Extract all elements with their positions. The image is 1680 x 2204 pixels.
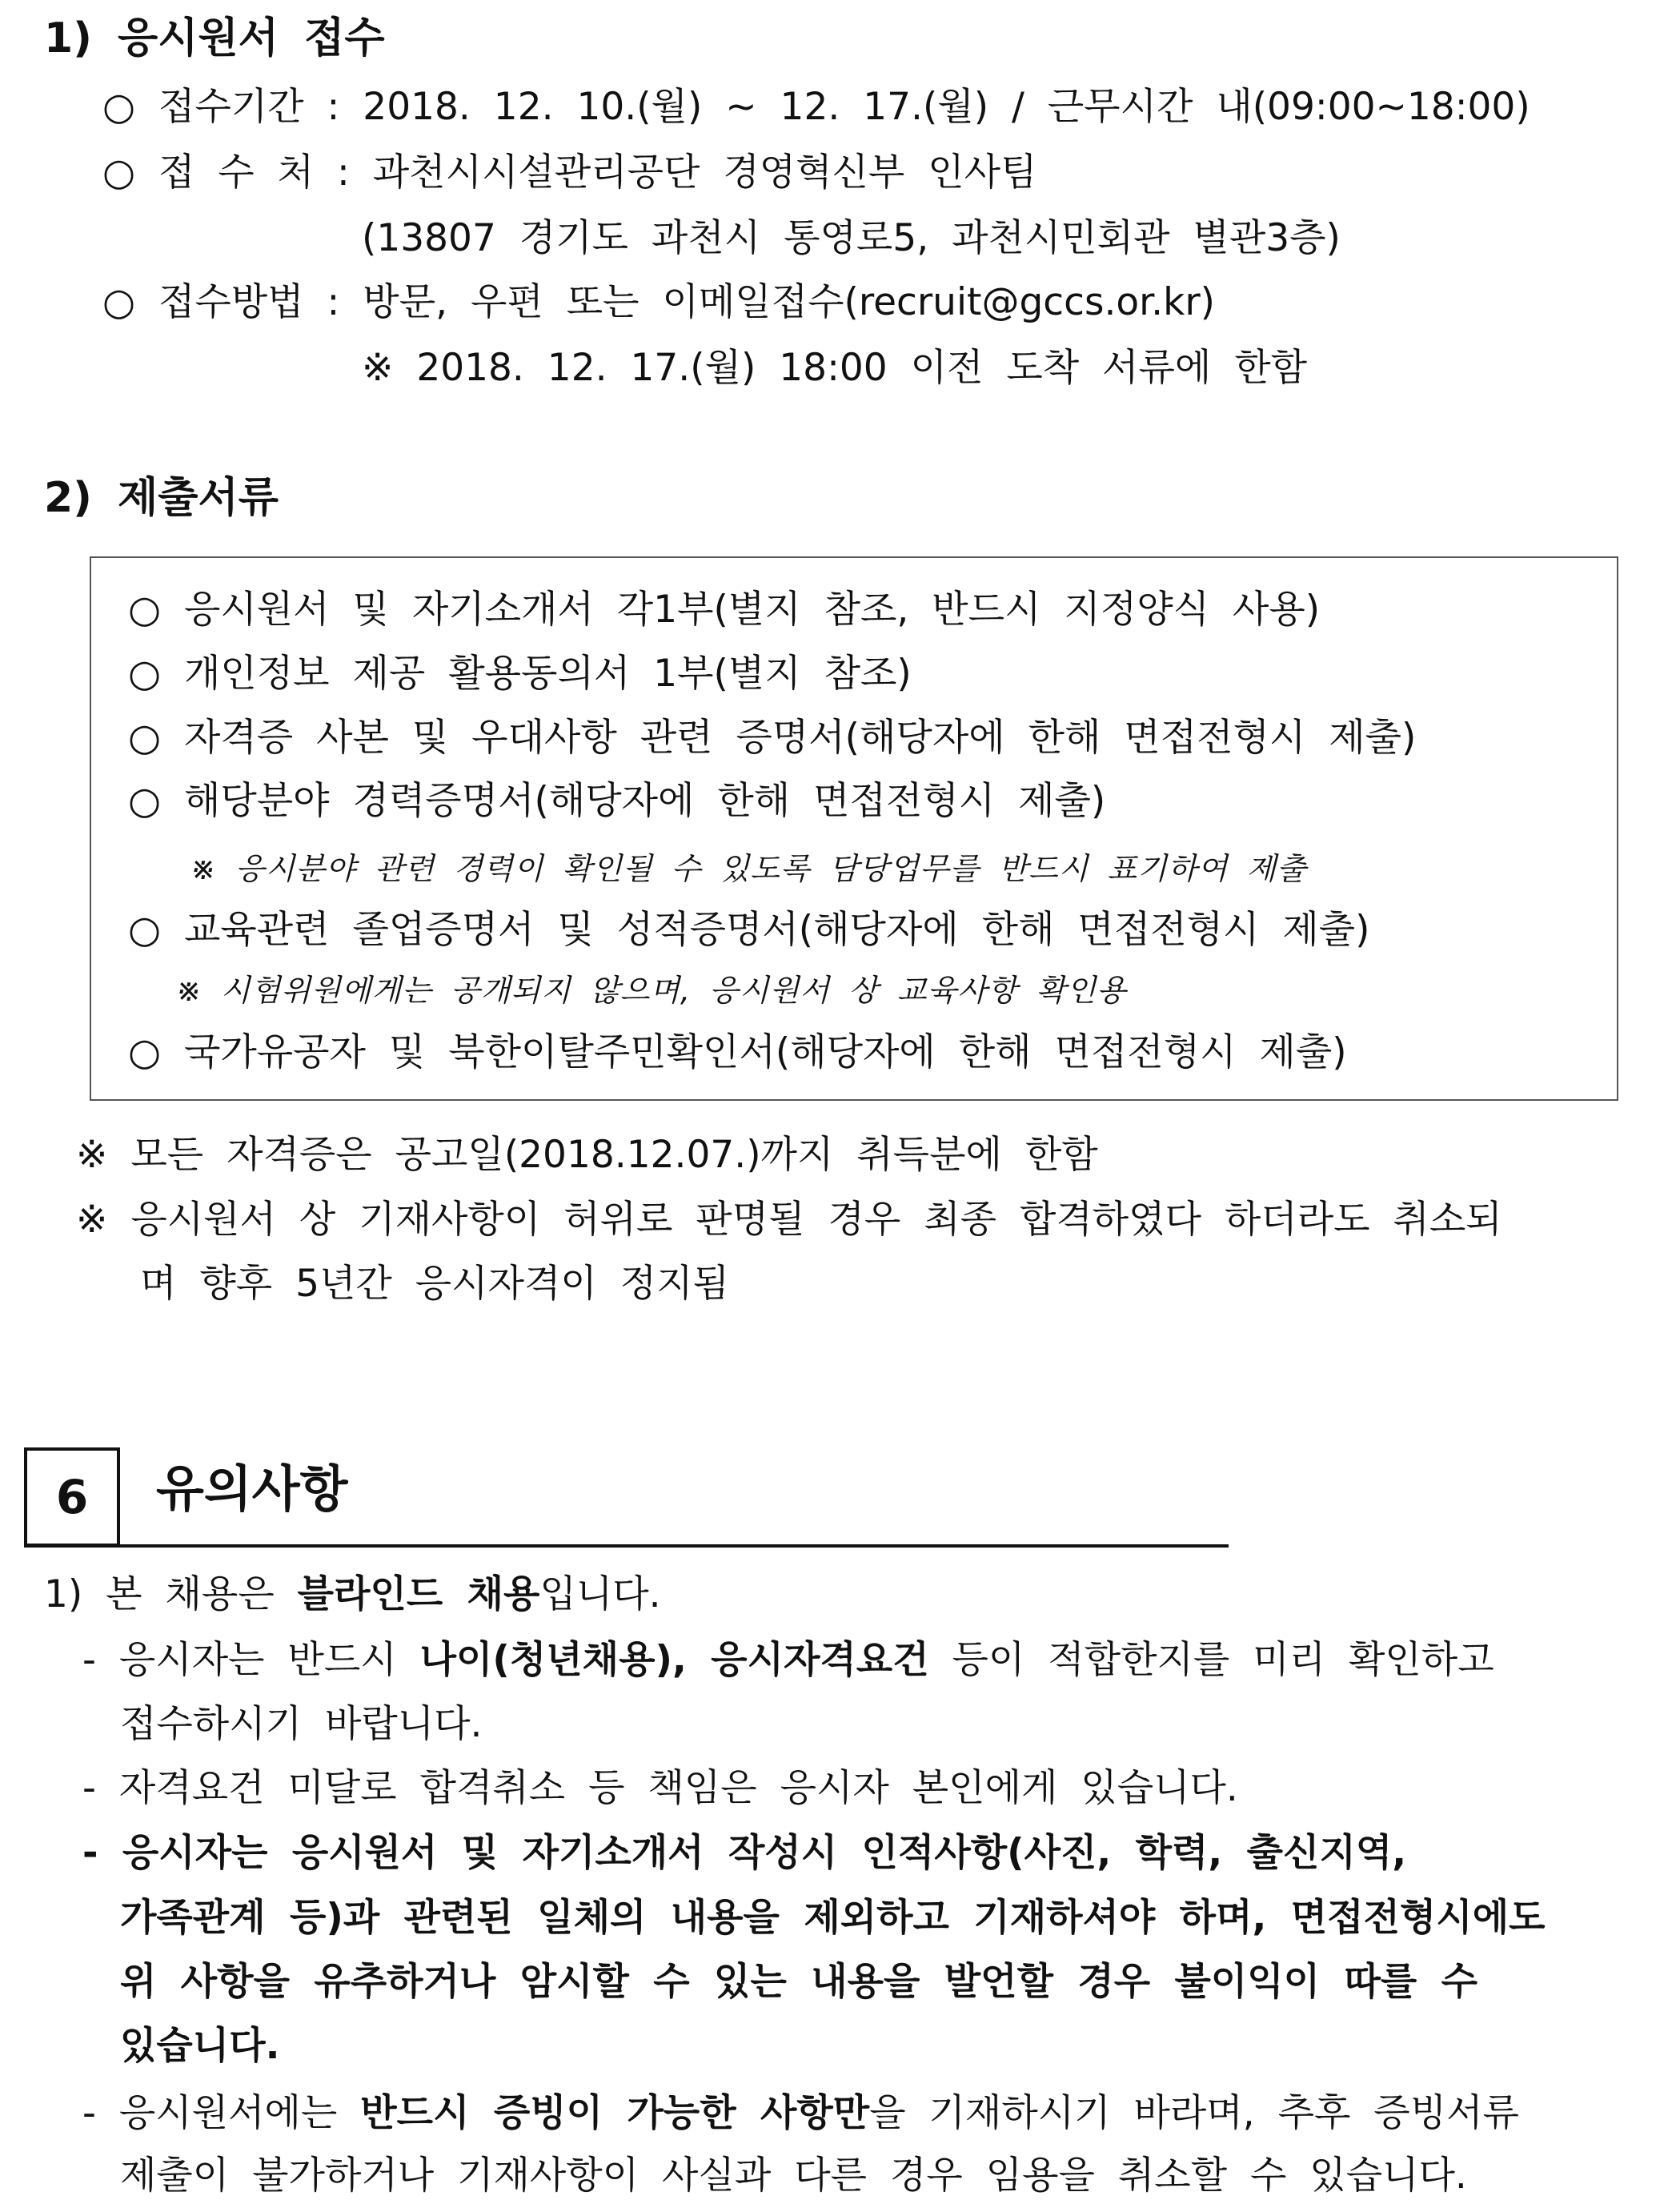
document-item: ○ 해당분야 경력증명서(해당자에 한해 면접전형시 제출) — [128, 779, 1106, 823]
document-item-note: ※ 응시분야 관련 경력이 확인될 수 있도록 담당업무를 반드시 표기하여 제출 — [190, 851, 1307, 886]
notice-bullet-3-cont: 있습니다. — [120, 2024, 280, 2068]
notice-bullet-4-pre: - 응시원서에는 — [82, 2091, 361, 2135]
reception-method-value: 방문, 우편 또는 이메일접수(recruit@gccs.or.kr) — [363, 280, 1215, 324]
notice-bullet-3: - 응시자는 응시원서 및 자기소개서 작성시 인적사항(사진, 학력, 출신지역, — [82, 1831, 1407, 1875]
notice-item-1 — [44, 1571, 661, 1619]
document-item-note: ※ 시험위원에게는 공개되지 않으며, 응시원서 상 교육사항 확인용 — [176, 973, 1127, 1008]
notice-bullet-3-cont: 위 사항을 유추하거나 암시할 수 있는 내용을 발언할 경우 불이익이 따를 수 — [120, 1960, 1478, 2004]
reception-method-row — [102, 279, 1215, 327]
notice-item-1-bold: 블라인드 채용 — [297, 1572, 540, 1616]
documents-note: ※ 모든 자격증은 공고일(2018.12.07.)까지 취득분에 한함 — [76, 1133, 1098, 1177]
reception-method-label: ○ 접수방법 : — [102, 280, 340, 324]
reception-period-label: ○ 접수기간 : — [102, 85, 340, 129]
notice-item-1-post: 입니다. — [539, 1572, 661, 1616]
reception-place-address: (13807 경기도 과천시 통영로5, 과천시민회관 별관3층) — [362, 216, 1341, 260]
notice-bullet-4-bold: 반드시 증빙이 가능한 사항만 — [360, 2091, 870, 2135]
documents-box — [90, 556, 1618, 1101]
notice-bullet-2: - 자격요건 미달로 합격취소 등 책임은 응시자 본인에게 있습니다. — [82, 1766, 1238, 1810]
notice-item-1-pre: 1) 본 채용은 — [44, 1572, 298, 1616]
document-item: ○ 개인정보 제공 활용동의서 1부(별지 참조) — [128, 652, 912, 696]
document-item: ○ 교육관련 졸업증명서 및 성적증명서(해당자에 한해 면접전형시 제출) — [128, 908, 1370, 952]
documents-note-cont: 며 향후 5년간 응시자격이 정지됨 — [140, 1262, 729, 1306]
reception-place-label: ○ 접 수 처 : — [102, 151, 350, 195]
document-item: ○ 국가유공자 및 북한이탈주민확인서(해당자에 한해 면접전형시 제출) — [128, 1030, 1347, 1074]
reception-period-row — [102, 83, 1530, 131]
notice-bullet-4 — [82, 2090, 1519, 2138]
notice-bullet-1-pre: - 응시자는 반드시 — [82, 1638, 420, 1682]
section-title: 유의사항 — [156, 1459, 348, 1518]
notice-bullet-4-cont: 제출이 불가하거나 기재사항이 사실과 다른 경우 임용을 취소할 수 있습니다. — [120, 2154, 1467, 2198]
notice-bullet-1 — [82, 1636, 1494, 1684]
documents-note: ※ 응시원서 상 기재사항이 허위로 판명될 경우 최종 합격하였다 하더라도 취소되 — [76, 1198, 1502, 1242]
notice-bullet-4-post: 을 기재하시기 바라며, 추후 증빙서류 — [869, 2091, 1519, 2135]
reception-heading: 1) 응시원서 접수 — [44, 14, 385, 62]
section-underline — [24, 1544, 1229, 1548]
notice-bullet-1-cont: 접수하시기 바랍니다. — [120, 1702, 483, 1746]
section-number-box: 6 — [24, 1447, 120, 1547]
notice-bullet-1-post: 등이 적합한지를 미리 확인하고 — [928, 1638, 1494, 1682]
reception-place-value: 과천시시설관리공단 경영혁신부 인사팀 — [372, 151, 1037, 195]
documents-heading: 2) 제출서류 — [44, 474, 279, 522]
reception-period-value: 2018. 12. 10.(월) ~ 12. 17.(월) / 근무시간 내(09:00~18:00) — [363, 85, 1530, 129]
document-item: ○ 자격증 사본 및 우대사항 관련 증명서(해당자에 한해 면접전형시 제출) — [128, 716, 1417, 760]
reception-method-note: ※ 2018. 12. 17.(월) 18:00 이전 도착 서류에 한함 — [362, 346, 1308, 390]
reception-place-row — [102, 149, 1036, 197]
notice-bullet-3-cont: 가족관계 등)과 관련된 일체의 내용을 제외하고 기재하셔야 하며, 면접전형시에도 — [120, 1896, 1546, 1940]
notice-bullet-1-bold: 나이(청년채용), 응시자격요건 — [419, 1638, 929, 1682]
document-item: ○ 응시원서 및 자기소개서 각1부(별지 참조, 반드시 지정양식 사용) — [128, 588, 1321, 632]
